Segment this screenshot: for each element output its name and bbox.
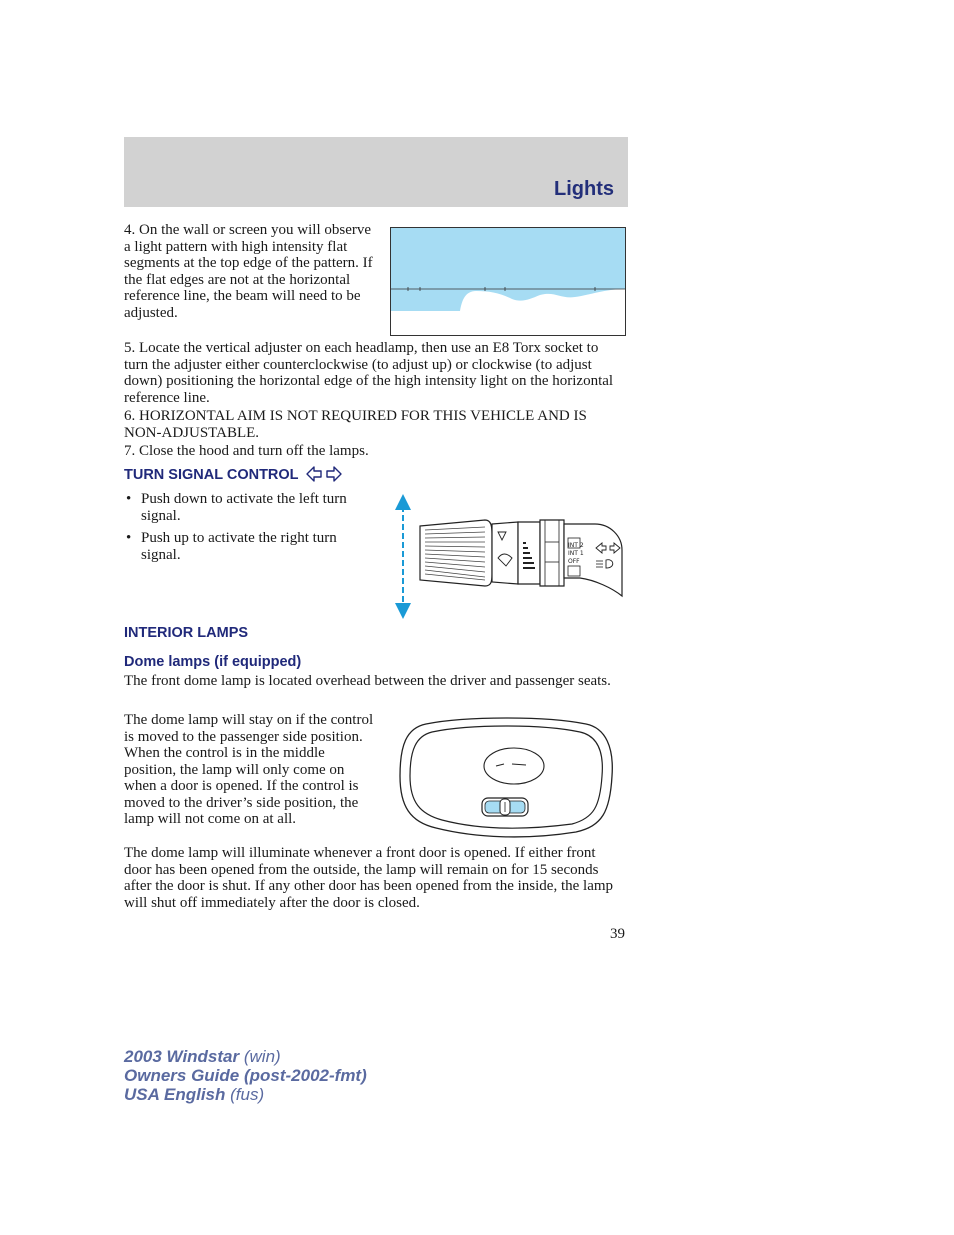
dome-para-2: The dome lamp will stay on if the control is moved to the passenger side position. When the control is in the middle position, the lamp will only come on when a door is opened. If the control is moved to the driver’s side position, the lamp will not come on at all. — [124, 712, 374, 827]
aim-step-6: 6. HORIZONTAL AIM IS NOT REQUIRED FOR THIS VEHICLE AND IS NON-ADJUSTABLE. — [124, 408, 587, 441]
lever-label-int1: INT 1 — [568, 550, 584, 557]
footer-guide: Owners Guide (post-2002-fmt) — [124, 1066, 367, 1085]
footer-model-code: (win) — [243, 1047, 281, 1066]
section-header-band — [124, 137, 628, 207]
turn-signal-heading — [124, 466, 342, 483]
dome-lamp-diagram — [396, 714, 616, 840]
dome-lamps-subheading: Dome lamps (if equipped) — [124, 654, 302, 670]
document-footer — [124, 1047, 367, 1104]
turn-signal-bullet-right: • Push up to activate the right turn signal. — [124, 530, 377, 563]
turn-signal-bullet-left: • Push down to activate the left turn signal. — [124, 491, 377, 524]
footer-language-code: (fus) — [230, 1085, 265, 1104]
dome-para-3: The dome lamp will illuminate whenever a front door is opened. If either front door has been opened from the outside, the lamp will remain on for 15 seconds after the door is shut. If any other door has been opened from the inside, the lamp will shut off immediately after the door is closed. — [124, 845, 614, 911]
lever-label-int2: INT 2 — [568, 542, 584, 549]
lever-label-off: OFF — [568, 558, 580, 565]
page-number: 39 — [610, 926, 625, 942]
turn-signal-heading-text: TURN SIGNAL CONTROL — [124, 467, 299, 483]
turn-signal-arrows-icon — [306, 466, 342, 482]
aim-step-7: 7. Close the hood and turn off the lamps. — [124, 443, 369, 459]
headlamp-pattern-diagram — [390, 227, 626, 336]
footer-language: USA English — [124, 1085, 226, 1104]
up-down-arrow-icon — [395, 494, 411, 619]
section-title: Lights — [554, 178, 614, 200]
turn-signal-lever-diagram — [390, 492, 626, 622]
footer-model: 2003 Windstar — [124, 1047, 240, 1066]
aim-step-4: 4. On the wall or screen you will observe a light pattern with high intensity flat segments at the top edge of the pattern. If the flat edges are not at the horizontal reference line, the beam will need to be adjusted. — [124, 222, 373, 321]
aim-step-5: 5. Locate the vertical adjuster on each headlamp, then use an E8 Torx socket to turn the adjuster either counterclockwise (to adjust up) or clockwise (to adjust down) positioning the horizontal edge of the high intensity light on the horizontal reference line. — [124, 340, 614, 406]
dome-para-1: The front dome lamp is located overhead between the driver and passenger seats. — [124, 673, 611, 689]
interior-lamps-heading: INTERIOR LAMPS — [124, 625, 249, 641]
